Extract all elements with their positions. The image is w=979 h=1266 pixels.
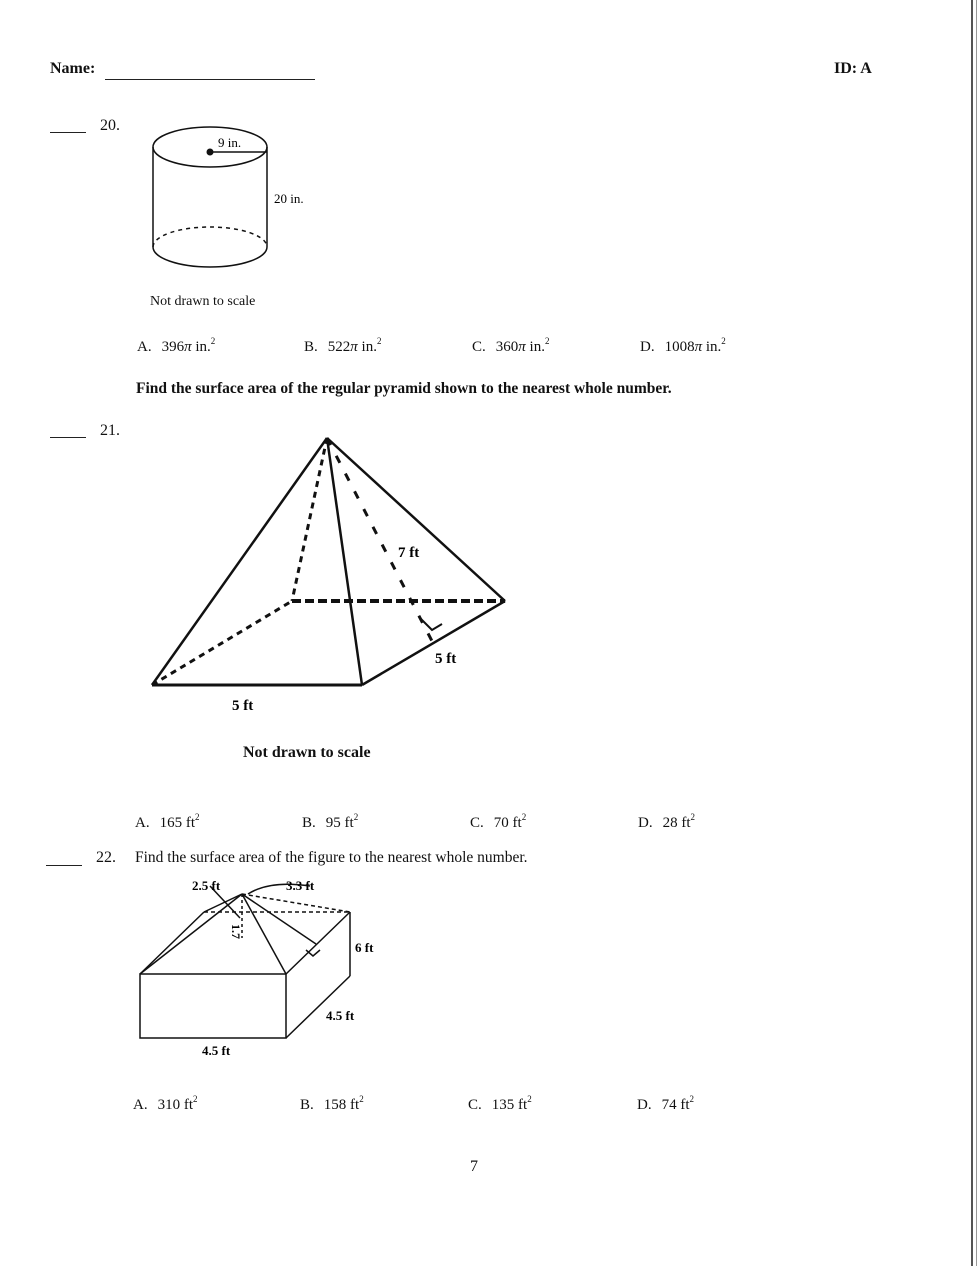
id-label: ID: A: [834, 60, 872, 77]
choice-value: 158 ft: [323, 1097, 360, 1113]
roof-edge-left: [140, 894, 242, 974]
height-label: 20 in.: [274, 191, 304, 206]
choice-20-d[interactable]: [640, 336, 726, 356]
pi-symbol: π: [518, 339, 526, 355]
answer-blank-21[interactable]: [50, 437, 86, 438]
answer-blank-22[interactable]: [46, 865, 82, 866]
answer-blank-20[interactable]: [50, 132, 86, 133]
choice-value: 360: [495, 339, 519, 355]
pi-symbol: π: [350, 339, 358, 355]
label-1-7: 1.7: [229, 924, 243, 939]
choice-value: 70 ft: [493, 815, 522, 831]
pyramid-shape: [152, 438, 505, 685]
choice-unit: in.: [705, 339, 722, 355]
choice-exp: 2: [544, 336, 550, 346]
page-number: 7: [470, 1158, 478, 1175]
question-number-22: 22.: [96, 849, 116, 866]
box-bottom-right-edge: [286, 976, 350, 1038]
depth-label-22: 4.5 ft: [326, 1008, 355, 1023]
box-top-left-edge: [140, 912, 204, 974]
choice-unit: in.: [529, 339, 545, 355]
choice-20-c[interactable]: [472, 336, 549, 356]
question-number-21: 21.: [100, 422, 120, 439]
roof-edge-back: [242, 894, 350, 912]
slant-label: 7 ft: [398, 545, 420, 561]
pyramid-edge-right: [327, 438, 505, 601]
base-label: 5 ft: [232, 698, 254, 714]
choice-22-b[interactable]: [300, 1094, 364, 1114]
choice-22-c[interactable]: [468, 1094, 532, 1114]
choice-unit: in.: [361, 339, 377, 355]
roof-edge-front: [242, 894, 286, 974]
choice-value: 165 ft: [159, 815, 196, 831]
cylinder-top-ellipse: [153, 127, 267, 167]
prompt-22: Find the surface area of the figure to the nearest whole number.: [135, 849, 528, 866]
label-3-3: 3.3 ft: [286, 878, 315, 893]
pi-symbol: π: [184, 339, 192, 355]
choice-22-a[interactable]: [133, 1094, 198, 1114]
choice-value: 1008: [664, 339, 695, 355]
choice-exp: 2: [359, 1094, 364, 1104]
choice-exp: 2: [721, 336, 726, 346]
caption-20: Not drawn to scale: [150, 294, 256, 309]
question-number-20: 20.: [100, 117, 120, 134]
cylinder-shape: [153, 127, 267, 267]
pyramid-slant-height: [327, 438, 433, 643]
box-pyramid-figure: [130, 872, 410, 1062]
choice-exp: 2: [376, 336, 382, 346]
choice-value: 28 ft: [662, 815, 691, 831]
choice-letter: A.: [135, 815, 150, 831]
cylinder-figure: [140, 125, 340, 275]
choice-20-b[interactable]: [304, 336, 381, 356]
choice-value: 522: [327, 339, 351, 355]
choice-letter: C.: [470, 815, 484, 831]
height-label-22: 6 ft: [355, 940, 374, 955]
cylinder-bottom-back: [153, 227, 267, 247]
choice-value: 396: [161, 339, 185, 355]
box-pyramid-shape: [140, 884, 350, 1038]
choice-exp: 2: [689, 1094, 695, 1104]
label-2-5: 2.5 ft: [192, 878, 221, 893]
choice-exp: 2: [195, 812, 200, 822]
choice-letter: B.: [302, 815, 316, 831]
choice-value: 95 ft: [325, 815, 354, 831]
choice-21-c[interactable]: [470, 812, 526, 832]
center-dot: [207, 149, 214, 156]
choice-exp: 2: [353, 812, 359, 822]
pyramid-base-right: [362, 601, 505, 685]
choice-exp: 2: [210, 336, 216, 346]
choice-21-b[interactable]: [302, 812, 358, 832]
choice-exp: 2: [193, 1094, 198, 1104]
width-label-22: 4.5 ft: [202, 1043, 231, 1058]
choice-letter: A.: [133, 1097, 148, 1113]
instruction-21: Find the surface area of the regular pyramid shown to the nearest whole number.: [136, 380, 672, 397]
choice-letter: A.: [137, 339, 152, 355]
choice-letter: D.: [638, 815, 653, 831]
choice-21-d[interactable]: [638, 812, 695, 832]
cylinder-bottom-front: [153, 247, 267, 267]
scan-edge: [971, 0, 973, 1266]
right-angle-mark: [419, 617, 442, 630]
name-label: Name:: [50, 60, 96, 77]
choice-letter: C.: [472, 339, 486, 355]
choice-20-a[interactable]: [137, 336, 215, 356]
box-top-right-edge: [286, 912, 350, 974]
choice-letter: B.: [300, 1097, 314, 1113]
choice-letter: D.: [640, 339, 655, 355]
choice-exp: 2: [521, 812, 527, 822]
pyramid-base-left: [152, 601, 292, 685]
name-line[interactable]: [105, 78, 315, 80]
choice-exp: 2: [690, 812, 696, 822]
choice-value: 310 ft: [157, 1097, 194, 1113]
choice-unit: in.: [195, 339, 211, 355]
roof-slant-height: [242, 894, 316, 944]
radius-label: 9 in.: [218, 135, 242, 150]
choice-22-d[interactable]: [637, 1094, 694, 1114]
choice-letter: B.: [304, 339, 318, 355]
side-label: 5 ft: [435, 651, 457, 667]
scan-edge-thin: [976, 0, 977, 1266]
choice-value: 74 ft: [661, 1097, 690, 1113]
box-front-face: [140, 974, 286, 1038]
choice-letter: C.: [468, 1097, 482, 1113]
pyramid-figure: [140, 425, 540, 725]
choice-letter: D.: [637, 1097, 652, 1113]
pi-symbol: π: [694, 339, 703, 355]
choice-exp: 2: [527, 1094, 532, 1104]
choice-value: 135 ft: [491, 1097, 528, 1113]
caption-21: Not drawn to scale: [243, 744, 371, 761]
choice-21-a[interactable]: [135, 812, 200, 832]
